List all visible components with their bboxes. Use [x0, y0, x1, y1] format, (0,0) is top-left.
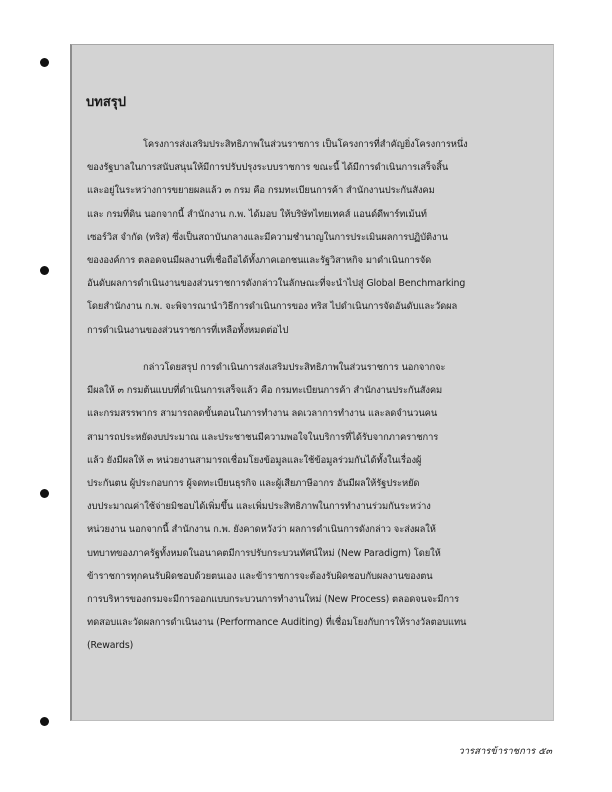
text-line: และ กรมที่ดิน นอกจากนี้ สำนักงาน ก.พ. ได้มอบ ให้บริษัทไทยเทคส์ แอนด์ดีพาร์ทเม้นท์ [87, 208, 427, 220]
text-line: การดำเนินงานของส่วนราชการที่เหลือทั้งหมดต่อไป [87, 324, 289, 336]
binder-hole [40, 266, 49, 275]
text-line: ของรัฐบาลในการสนับสนุนให้มีการปรับปรุงระบบราชการ ขณะนี้ ได้มีการดำเนินการเสร็จสิ้น [87, 162, 449, 174]
text-line: กล่าวโดยสรุป การดำเนินการส่งเสริมประสิทธิภาพในส่วนราชการ นอกจากจะ [143, 362, 446, 373]
text-line: ขององค์การ ตลอดจนมีผลงานที่เชื่อถือได้ทั้งภาคเอกชนและรัฐวิสาหกิจ มาดำเนินการจัด [87, 255, 432, 267]
text-line: ข้าราชการทุกคนรับผิดชอบด้วยตนเอง และข้าราชการจะต้องรับผิดชอบกับผลงานของตน [87, 570, 433, 582]
text-line: งบประมาณค่าใช้จ่ายมิชอบได้เพิ่มขึ้น และเพิ่มประสิทธิภาพในการทำงานร่วมกันระหว่าง [87, 501, 431, 513]
page-footer: วารสารข้าราชการ ๕๓ [458, 746, 552, 757]
text-line: เซอร์วิส จำกัด (ทริส) ซึ่งเป็นสถาบันกลางและมีความชำนาญในการประเมินผลการปฏิบัติงาน [87, 231, 448, 243]
summary-title: บทสรุป [86, 95, 126, 110]
binder-hole [40, 717, 49, 726]
text-line: ทดสอบและวัดผลการดำเนินงาน (Performance Auditing) ที่เชื่อมโยงกับการให้รางวัลตอบแทน [87, 617, 467, 629]
text-line: มีผลให้ ๓ กรมต้นแบบที่ดำเนินการเสร็จแล้ว คือ กรมทะเบียนการค้า สำนักงานประกันสังคม [87, 385, 443, 397]
text-line: สามารถประหยัดงบประมาณ และประชาชนมีความพอใจในบริการที่ได้รับจากภาคราชการ [87, 431, 439, 443]
text-line: และอยู่ในระหว่างการขยายผลแล้ว ๓ กรม คือ กรมทะเบียนการค้า สำนักงานประกันสังคม [87, 185, 435, 197]
text-line: หน่วยงาน นอกจากนี้ สำนักงาน ก.พ. ยังคาดหวังว่า ผลการดำเนินการดังกล่าว จะส่งผลให้ [87, 524, 436, 536]
text-line: โดยสำนักงาน ก.พ. จะพิจารณานำวิธีการดำเนินการของ ทริส ไปดำเนินการจัดอันดับและวัดผล [87, 301, 458, 313]
binder-hole [40, 489, 49, 498]
text-line: แล้ว ยังมีผลให้ ๓ หน่วยงานสามารถเชื่อมโยงข้อมูลและใช้ข้อมูลร่วมกันได้ทั้งในเรื่องผู้ [87, 454, 422, 466]
text-line: บทบาทของภาครัฐทั้งหมดในอนาคตมีการปรับกระบวนทัศน์ใหม่ (New Paradigm) โดยให้ [87, 547, 441, 559]
text-line: โครงการส่งเสริมประสิทธิภาพในส่วนราชการ เป็นโครงการที่สำคัญยิ่งโครงการหนึ่ง [143, 139, 468, 150]
summary-paragraph-2 [87, 356, 541, 658]
text-line: และกรมสรรพากร สามารถลดขั้นตอนในการทำงาน ลดเวลาการทำงาน และลดจำนวนคน [87, 408, 438, 420]
text-line: ประกันตน ผู้ประกอบการ ผู้จดทะเบียนธุรกิจ และผู้เสียภาษีอากร อันมีผลให้รัฐประหยัด [87, 478, 420, 490]
summary-paragraph-1 [87, 133, 541, 342]
text-line: อันดับผลการดำเนินงานของส่วนราชการดังกล่าวในลักษณะที่จะนำไปสู่ Global Benchmarking [87, 278, 466, 290]
binder-hole [40, 58, 49, 67]
summary-panel [70, 44, 554, 721]
text-line: (Rewards) [87, 640, 134, 652]
text-line: การบริหารของกรมจะมีการออกแบบกระบวนการทำงานใหม่ (New Process) ตลอดจนจะมีการ [87, 594, 460, 606]
